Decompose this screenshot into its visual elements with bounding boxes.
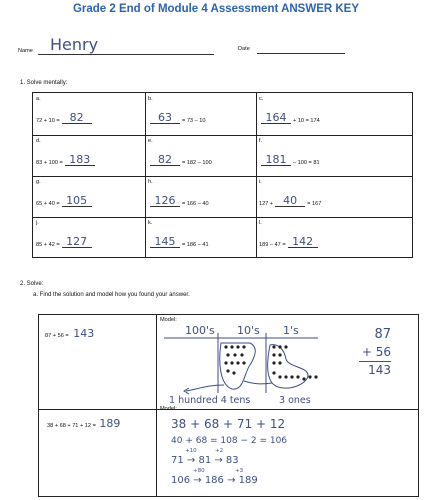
answer-blank[interactable]: 105 <box>62 196 92 207</box>
equation <box>148 155 212 166</box>
arrow-label-plus80: +80 <box>193 468 205 474</box>
problem1-cell-l <box>256 217 366 257</box>
equation-before: 65 + 40 = <box>36 201 60 207</box>
problem2b-equation: 38 + 68 + 71 + 12 = 189 <box>47 417 121 430</box>
model-line-1: 38 + 68 + 71 + 12 <box>171 417 286 431</box>
problem-letter: h. <box>148 179 153 185</box>
date-field[interactable] <box>257 44 345 54</box>
problem2a-equation: 87 + 56 = 143 <box>45 327 95 340</box>
date-label: Date <box>238 46 250 52</box>
problem-letter: g. <box>36 179 41 185</box>
equation <box>148 196 209 207</box>
problem1-heading: 1. Solve mentally: <box>20 80 68 86</box>
equation-before: 127 + <box>259 201 274 207</box>
equation-after: = 186 – 41 <box>182 242 209 248</box>
problem1-cell-k <box>145 217 255 257</box>
name-label: Name <box>18 48 33 54</box>
equation <box>259 237 320 248</box>
equation-before: 72 + 10 = <box>36 118 60 124</box>
answer-blank[interactable]: 126 <box>150 196 180 207</box>
problem1-cell-g <box>33 176 143 216</box>
answer-blank[interactable]: 181 <box>261 155 291 166</box>
answer-blank[interactable]: 82 <box>62 113 92 124</box>
place-tens-label: 10's <box>237 324 260 337</box>
equation <box>36 237 94 248</box>
place-value-chart <box>158 333 328 395</box>
equation <box>148 113 205 124</box>
answer-blank[interactable]: 40 <box>275 196 305 207</box>
problem2-subheading: a. Find the solution and model how you found your answer. <box>33 292 190 298</box>
equation-before: 85 + 42 = <box>36 242 60 248</box>
model-line-3: 71 → 81 → 83 <box>171 455 239 466</box>
equation-after: = 73 – 10 <box>182 118 206 124</box>
problem-letter: d. <box>36 138 41 144</box>
equation-after: = 166 – 40 <box>182 201 209 207</box>
arrow-label-plus10: +10 <box>185 448 197 454</box>
problem-letter: b. <box>148 96 153 102</box>
problem1-cell-b <box>145 93 255 133</box>
ones-dots <box>272 345 317 380</box>
equation <box>148 237 209 248</box>
equation <box>36 113 94 124</box>
equation <box>36 196 94 207</box>
equation-after: = 182 – 100 <box>182 160 212 166</box>
problem-letter: j. <box>36 220 39 226</box>
name-field[interactable] <box>38 35 214 55</box>
equation <box>36 155 97 166</box>
equation <box>259 196 321 207</box>
answer-blank[interactable]: 164 <box>261 113 291 124</box>
stack-line <box>359 361 391 362</box>
answer-blank[interactable]: 145 <box>150 237 180 248</box>
problem1-cell-j <box>33 217 143 257</box>
equation <box>259 113 320 124</box>
model-label-b: Model: <box>160 406 177 412</box>
answer-blank[interactable]: 127 <box>62 237 92 248</box>
problem1-cell-a <box>33 93 143 133</box>
name-value: Henry <box>50 35 99 54</box>
stack-top: 87 <box>374 327 391 342</box>
answer-blank[interactable]: 82 <box>150 155 180 166</box>
model-note-ones: 3 ones <box>279 395 311 406</box>
arrow-label-plus3: +3 <box>235 468 244 474</box>
problem1-cell-i <box>256 176 366 216</box>
ones-group-loop <box>268 345 308 388</box>
model-label-a: Model: <box>160 317 177 323</box>
problem-letter: a. <box>36 96 41 102</box>
problem-letter: k. <box>148 220 153 226</box>
equation-before: 83 + 100 = <box>36 160 63 166</box>
answer-blank[interactable]: 183 <box>65 155 95 166</box>
problem2a-answer: 143 <box>73 327 95 340</box>
problem1-cell-c <box>256 93 366 133</box>
answer-blank[interactable]: 142 <box>288 237 318 248</box>
problem-letter: c. <box>259 96 264 102</box>
problem1-cell-e <box>145 135 255 175</box>
problem2-grid <box>38 314 419 497</box>
stack-result: 143 <box>368 363 391 377</box>
problem1-cell-h <box>145 176 255 216</box>
problem-letter: l. <box>259 220 262 226</box>
model-line-4: 106 → 186 → 189 <box>171 475 258 486</box>
page-title: Grade 2 End of Module 4 Assessment ANSWER KEY <box>72 3 360 15</box>
problem2b-answer: 189 <box>99 417 121 430</box>
arrow-label-plus2a: +2 <box>215 448 224 454</box>
problem-letter: f. <box>259 138 263 144</box>
equation <box>259 155 320 166</box>
problem-letter: e. <box>148 138 153 144</box>
place-hundreds-label: 100's <box>185 324 215 337</box>
place-ones-label: 1's <box>283 324 299 337</box>
equation-before: 189 – 47 = <box>259 242 286 248</box>
equation-after: + 10 = 174 <box>293 118 320 124</box>
equation-after: = 167 <box>307 201 322 207</box>
model-note-hundreds-tens: 1 hundred 4 tens <box>169 395 251 406</box>
equation-after: – 100 = 81 <box>293 160 320 166</box>
problem-letter: i. <box>259 179 262 185</box>
problem1-grid <box>32 92 413 258</box>
answer-blank[interactable]: 63 <box>150 113 180 124</box>
tens-dots <box>224 345 245 374</box>
stack-add: + 56 <box>361 345 391 359</box>
model-line-2: 40 + 68 = 108 − 2 = 106 <box>171 436 288 446</box>
problem2-heading: 2. Solve: <box>20 281 44 287</box>
problem1-cell-f <box>256 135 366 175</box>
problem1-cell-d <box>33 135 143 175</box>
